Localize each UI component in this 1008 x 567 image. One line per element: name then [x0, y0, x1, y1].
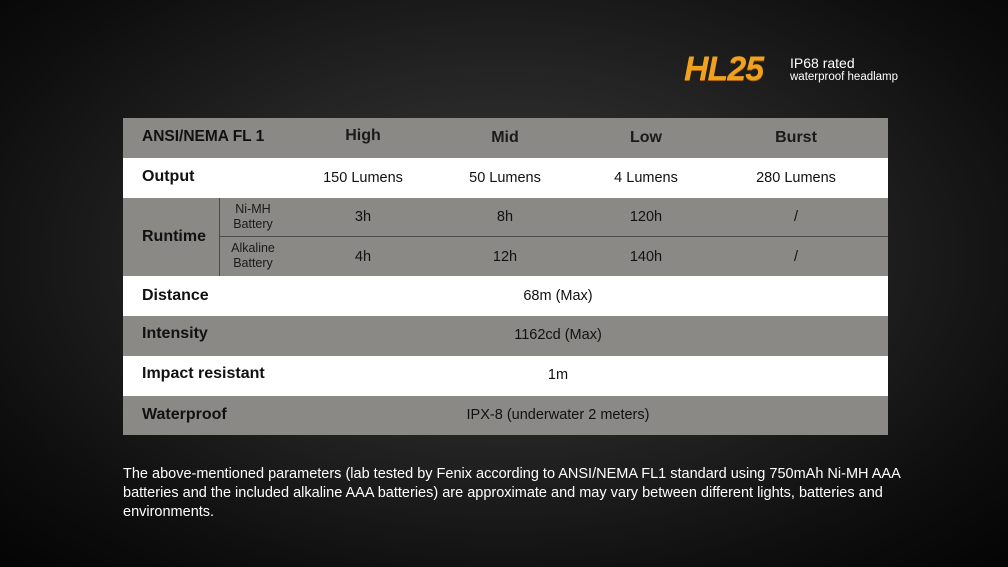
- runtime-alkaline-low: 140h: [629, 249, 663, 265]
- distance-value: 68m (Max): [523, 288, 593, 304]
- output-burst: 280 Lumens: [756, 170, 836, 186]
- nimh-label-line2: Battery: [233, 217, 273, 231]
- runtime-alkaline-mid: 12h: [492, 249, 518, 265]
- intensity-label: Intensity: [142, 325, 208, 342]
- disclaimer-note: The above-mentioned parameters (lab tested by Fenix according to ANSI/NEMA FL1 standard using 750mAh Ni-MH AAA batteries and the included alkaline AAA batteries) are approximate and may vary between different lights, batteries and environments.: [123, 466, 900, 520]
- runtime-nimh-low: 120h: [629, 209, 663, 225]
- runtime-nimh-mid: 8h: [496, 209, 514, 225]
- standard-label: ANSI/NEMA FL 1: [142, 128, 265, 145]
- column-low: Low: [630, 129, 662, 146]
- output-row: [123, 158, 888, 198]
- distance-label: Distance: [142, 287, 209, 304]
- nimh-label-line1: Ni-MH: [235, 202, 271, 216]
- output-high: 150 Lumens: [323, 170, 403, 186]
- product-name: HL25: [684, 50, 764, 88]
- column-mid: Mid: [491, 129, 519, 146]
- alkaline-label-line2: Battery: [233, 256, 273, 270]
- impact-value: 1m: [547, 367, 569, 383]
- runtime-divider-horizontal: [219, 236, 888, 237]
- runtime-alkaline-high: 4h: [354, 249, 372, 265]
- runtime-alkaline-burst: /: [793, 249, 799, 265]
- runtime-divider-vertical: [219, 198, 220, 276]
- output-low: 4 Lumens: [614, 170, 678, 186]
- alkaline-battery-label: [219, 241, 287, 271]
- runtime-nimh-burst: /: [793, 209, 799, 225]
- distance-row: [123, 276, 888, 316]
- runtime-label: Runtime: [142, 228, 206, 245]
- impact-row: [123, 356, 888, 396]
- waterproof-row: [123, 396, 888, 435]
- impact-label: Impact resistant: [142, 365, 265, 382]
- alkaline-label-line1: Alkaline: [231, 241, 275, 255]
- table-header-row: [123, 118, 888, 158]
- specs-table: [123, 118, 888, 435]
- runtime-nimh-high: 3h: [354, 209, 372, 225]
- runtime-row: [123, 198, 888, 276]
- column-burst: Burst: [775, 129, 817, 146]
- column-high: High: [345, 127, 381, 144]
- intensity-value: 1162cd (Max): [514, 327, 602, 343]
- product-description: waterproof headlamp: [790, 71, 899, 83]
- waterproof-value: IPX-8 (underwater 2 meters): [466, 407, 650, 423]
- product-rating: IP68 rated: [790, 55, 855, 71]
- waterproof-label: Waterproof: [142, 406, 227, 423]
- intensity-row: [123, 316, 888, 356]
- output-label: Output: [142, 168, 195, 185]
- output-mid: 50 Lumens: [469, 170, 541, 186]
- nimh-battery-label: [219, 202, 287, 232]
